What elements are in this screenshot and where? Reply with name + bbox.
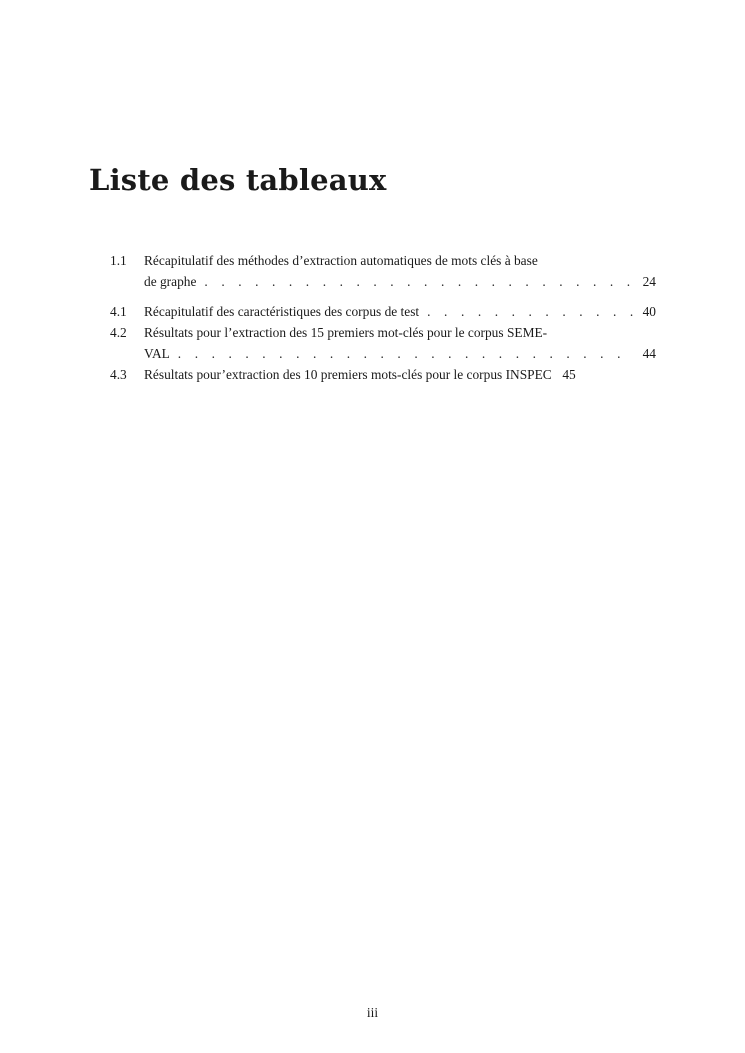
entry-number: 4.1 — [110, 304, 127, 319]
entry-caption: Récapitulatif des caractéristiques des corpus de test — [144, 304, 420, 319]
list-of-tables — [110, 250, 656, 385]
entry-number: 4.3 — [110, 367, 127, 382]
entry-page-number: 40 — [642, 304, 656, 319]
dot-leader — [427, 301, 634, 322]
toc-entry-4-2[interactable] — [110, 322, 656, 364]
entry-caption: Résultats pour’extraction des 10 premiers mots-clés pour le corpus INSPEC — [144, 367, 552, 382]
entry-page-number: 45 — [562, 367, 576, 382]
page-folio: iii — [366, 1005, 379, 1020]
toc-entry-4-1[interactable] — [110, 301, 656, 322]
dot-leader — [178, 343, 634, 364]
entry-number: 1.1 — [110, 253, 127, 268]
page-title: Liste des tableaux — [89, 163, 387, 197]
dot-leader — [204, 271, 634, 292]
entry-caption-line1: Résultats pour l’extraction des 15 premiers mot-clés pour le corpus SEME- — [144, 325, 548, 340]
toc-entry-1-1[interactable] — [110, 250, 656, 292]
entry-caption-line2: de graphe — [144, 274, 197, 289]
toc-entry-4-3[interactable] — [110, 364, 656, 385]
entry-caption-line1: Récapitulatif des méthodes d’extraction automatiques de mots clés à base — [144, 253, 538, 268]
entry-page-number: 44 — [642, 346, 656, 361]
entry-number: 4.2 — [110, 325, 127, 340]
entry-caption-line2: VAL — [144, 346, 170, 361]
entry-page-number: 24 — [642, 274, 656, 289]
